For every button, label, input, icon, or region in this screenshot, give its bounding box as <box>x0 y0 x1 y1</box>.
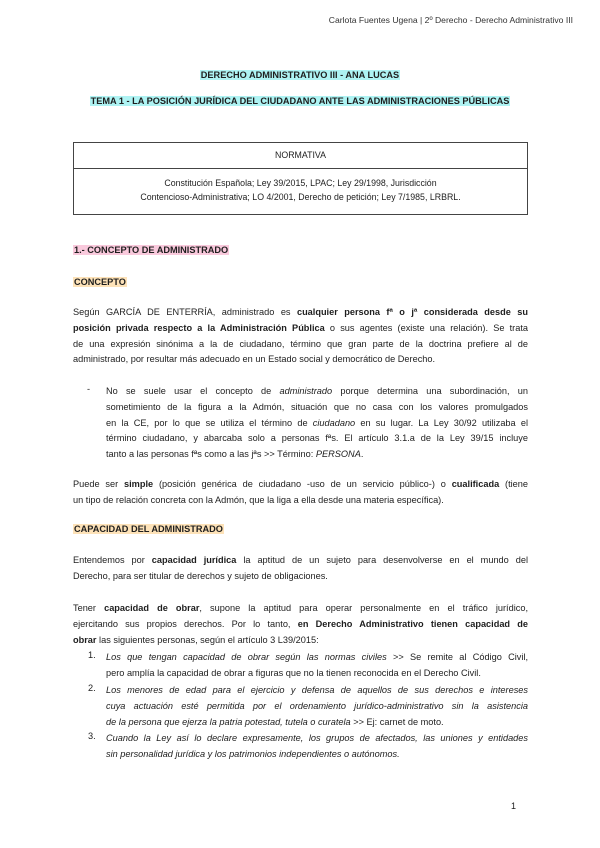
list-number: 2. <box>88 683 96 693</box>
normativa-line: Contencioso-Administrativa; LO 4/2001, Derecho de petición; Ley 7/1985, LRBRL. <box>140 192 461 202</box>
text-line: en la CE, por lo que se utiliza el término de ciudadano en su lugar. La Ley 30/92 utilizaba el <box>106 417 528 428</box>
normativa-line: Constitución Española; Ley 39/2015, LPAC; Ley 29/1998, Jurisdicción <box>164 178 437 188</box>
text-line: Según GARCÍA DE ENTERRÍA, administrado es cualquier persona fª o jª considerada desde su <box>73 307 528 317</box>
list-number: 3. <box>88 731 96 741</box>
list-item <box>106 731 528 763</box>
text-line: término ciudadano, y abarcaba solo a personas fªs. El artículo 3.1.a de la Ley 39/15 incluye <box>106 433 528 444</box>
subsection-heading-capacidad: CAPACIDAD DEL ADMINISTRADO <box>74 524 223 534</box>
text-line: de una expresión sinónima a la de ciudadano, término que gran parte de la doctrina prefiere al de <box>73 338 528 349</box>
text-line: administrado, por resultar más adecuado en un Estado social y democrático de Derecho. <box>73 354 436 365</box>
text-line: Los que tengan capacidad de obrar según las normas civiles >> Se remite al Código Civil, <box>106 652 528 662</box>
course-title: DERECHO ADMINISTRATIVO III - ANA LUCAS <box>200 70 400 80</box>
text-line: obrar las siguientes personas, según el artículo 3 L39/2015: <box>73 634 319 645</box>
text-line: sin personalidad jurídica y los patrimonios independientes o autónomos. <box>106 748 400 759</box>
bullet-dash: - <box>87 384 91 394</box>
list-item <box>106 683 528 730</box>
bullet-paragraph <box>106 384 528 463</box>
text-line: sometimiento de la figura a la Admón, situación que no casa con los valores promulgados <box>106 401 528 412</box>
paragraph-types <box>73 477 528 509</box>
normativa-table <box>73 142 528 215</box>
subsection-heading-concepto: CONCEPTO <box>74 277 126 287</box>
text-line: Puede ser simple (posición genérica de ciudadano -uso de un servicio público-) o cualificada (tiene <box>73 479 529 489</box>
text-line: cuya actuación esté permitida por el ordenamiento jurídico-administrativo sin la asistencia <box>106 700 528 711</box>
normativa-heading: NORMATIVA <box>74 143 527 169</box>
list-item <box>106 650 528 682</box>
paragraph-legal-capacity <box>73 553 528 585</box>
text-line: No se suele usar el concepto de administrado porque determina una subordinación, un <box>106 386 528 396</box>
text-line: Cuando la Ley así lo declare expresamente, los grupos de afectados, las uniones y entidades <box>106 733 528 743</box>
text-line: Entendemos por capacidad jurídica la aptitud de un sujeto para desenvolverse en el mundo del <box>73 555 528 565</box>
section-heading: 1.- CONCEPTO DE ADMINISTRADO <box>74 245 229 255</box>
paragraph-capacity-to-act <box>73 601 528 648</box>
text-line: ejercitando sus propios derechos. Por lo tanto, en Derecho Administrativo tienen capacidad de <box>73 618 528 629</box>
topic-title: TEMA 1 - LA POSICIÓN JURÍDICA DEL CIUDADANO ANTE LAS ADMINISTRACIONES PÚBLICAS <box>90 96 510 106</box>
list-number: 1. <box>88 650 96 660</box>
text-line: tanto a las personas fªs como a las jªs >> Término: PERSONA. <box>106 449 364 460</box>
text-line: Tener capacidad de obrar, supone la aptitud para operar personalmente en el tráfico jurídico, <box>73 603 528 613</box>
text-line: de la persona que ejerza la patria potestad, tutela o curatela >> Ej: carnet de moto. <box>106 716 444 727</box>
text-line: un tipo de relación concreta con la Admón, que la liga a ella desde una materia específica). <box>73 494 444 505</box>
running-header: Carlota Fuentes Ugena | 2º Derecho - Derecho Administrativo III <box>328 15 573 25</box>
text-line: posición privada respecto a la Administración Pública o sus agentes (existe una relación). Se trata <box>73 322 528 333</box>
text-line: Los menores de edad para el ejercicio y defensa de aquellos de sus derechos e intereses <box>106 685 528 695</box>
normativa-body <box>74 169 527 214</box>
paragraph-definition <box>73 305 528 368</box>
text-line: pero amplía la capacidad de obrar a figuras que no la tienen reconocida en el Derecho Civil. <box>106 667 481 678</box>
text-line: Derecho, para ser titular de derechos y sujeto de obligaciones. <box>73 570 328 581</box>
page-number: 1 <box>511 801 517 811</box>
